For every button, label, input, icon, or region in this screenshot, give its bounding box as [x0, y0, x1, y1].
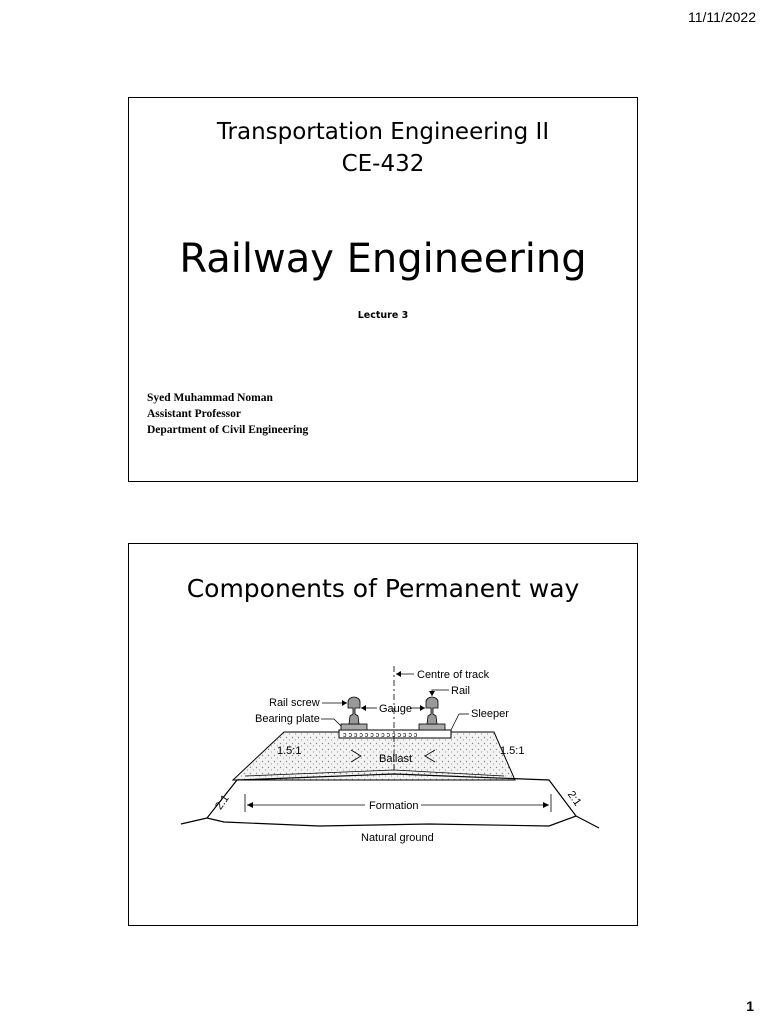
- slide-1: [128, 97, 638, 482]
- label-slope-right: 1.5:1: [500, 745, 525, 757]
- author-title: Assistant Professor: [147, 408, 242, 420]
- label-rail: Rail: [451, 685, 470, 697]
- course-name: Transportation Engineering II: [216, 119, 550, 145]
- author-name: Syed Muhammad Noman: [147, 392, 273, 404]
- label-gauge: Gauge: [379, 703, 413, 715]
- label-formation: Formation: [369, 800, 419, 812]
- slide-2: [128, 543, 638, 926]
- label-rail-screw: Rail screw: [269, 697, 320, 709]
- ballast-section: [233, 732, 515, 780]
- rail-left: [348, 697, 360, 724]
- label-embankment-right: 2:1: [564, 788, 584, 809]
- label-centre-of-track: Centre of track: [417, 669, 490, 681]
- course-heading: [129, 116, 637, 180]
- bearing-plate-left: [341, 724, 367, 730]
- slide-1-title: Railway Engineering: [179, 236, 587, 282]
- label-bearing-plate: Bearing plate: [255, 713, 320, 725]
- rail-right: [426, 697, 438, 724]
- natural-ground-line: [181, 816, 599, 828]
- label-sleeper: Sleeper: [471, 708, 509, 720]
- label-embankment-left: 2:1: [213, 792, 232, 813]
- author-block: [147, 390, 308, 438]
- page-number: 1: [746, 998, 754, 1014]
- permanent-way-diagram: [129, 544, 637, 924]
- course-code: CE-432: [341, 151, 425, 177]
- slide-2-title: Components of Permanent way: [186, 574, 580, 603]
- label-slope-left: 1.5:1: [277, 745, 302, 757]
- print-date: 11/11/2022: [688, 9, 756, 25]
- sleeper-fasteners: ↄ ↄ ↄ ↄ ↄ ↄ ↄ ↄ ↄ ↄ ↄ ↄ ↄ ↄ: [343, 732, 418, 739]
- bearing-plate-right: [419, 724, 445, 730]
- author-department: Department of Civil Engineering: [147, 424, 309, 436]
- label-ballast: Ballast: [379, 753, 413, 765]
- lecture-number: Lecture 3: [357, 310, 409, 321]
- label-natural-ground: Natural ground: [361, 832, 434, 844]
